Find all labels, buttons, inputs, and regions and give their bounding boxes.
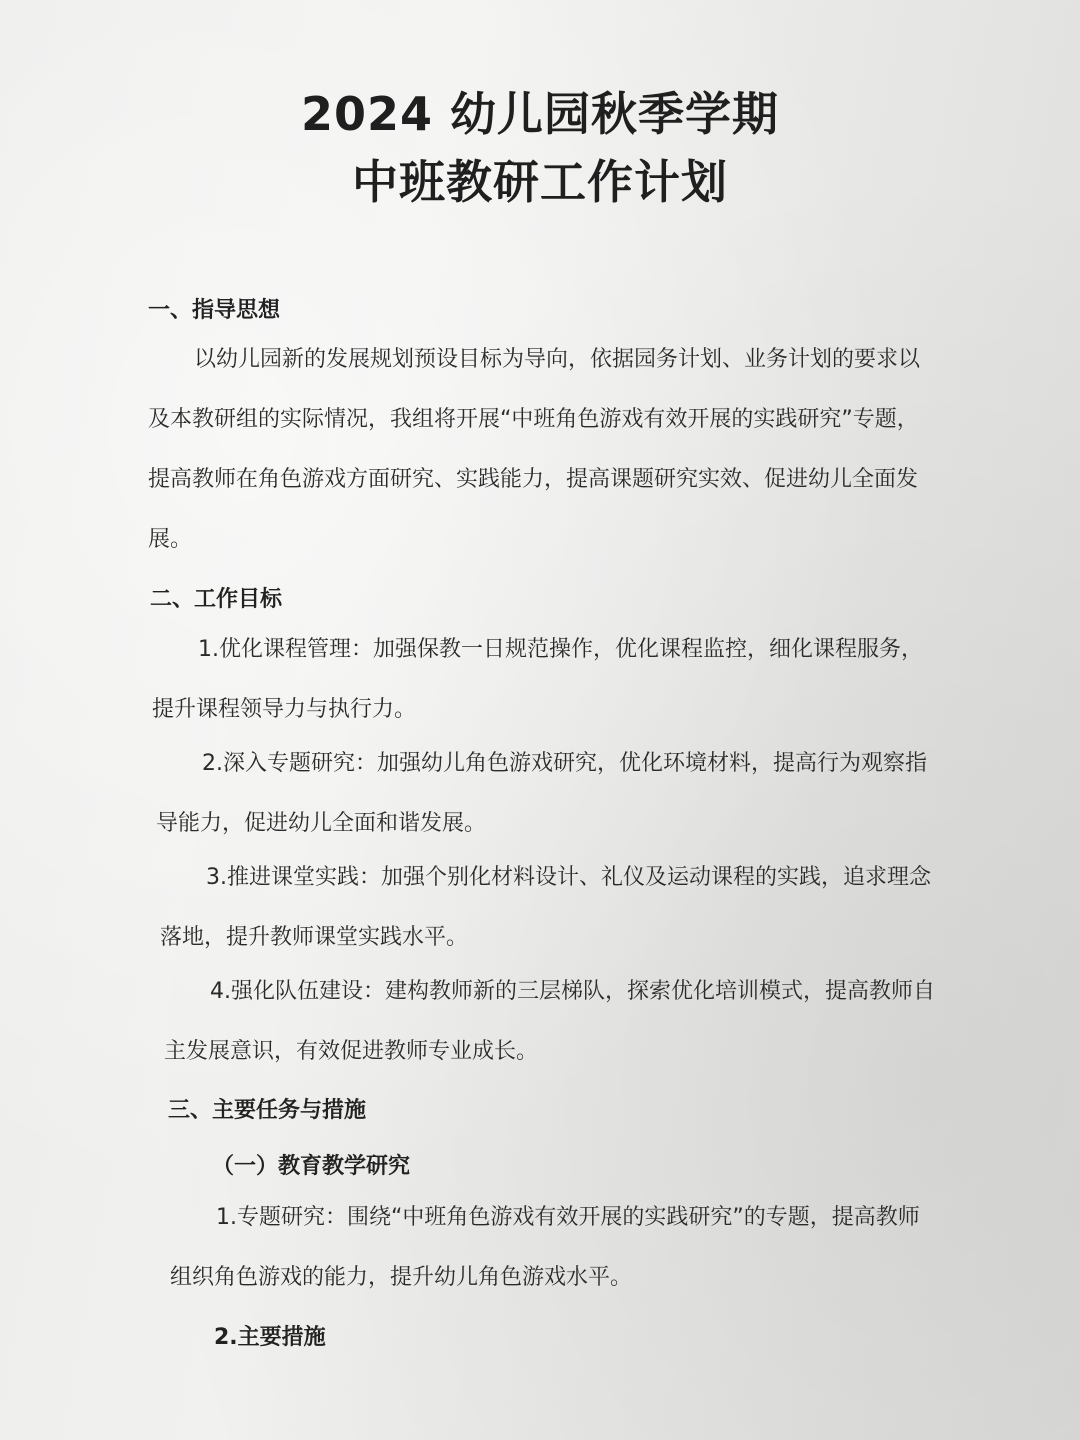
document-title-line-1: 2024 幼儿园秋季学期: [300, 87, 780, 141]
paragraph-line: 4.强化队伍建设：建构教师新的三层梯队，探索优化培训模式，提高教师自: [210, 979, 935, 1004]
paragraph-line: 1.优化课程管理：加强保教一日规范操作，优化课程监控，细化课程服务，: [198, 637, 923, 662]
goal-item-2: [156, 734, 927, 854]
task-item-2-heading: 2.主要措施: [214, 1325, 326, 1350]
paragraph-line: 展。: [148, 527, 193, 552]
task-item-1: [170, 1188, 920, 1308]
paragraph-line: 提升课程领导力与执行力。: [152, 697, 417, 722]
goal-item-4: [164, 962, 935, 1082]
paragraph-line: 3.推进课堂实践：加强个别化材料设计、礼仪及运动课程的实践，追求理念: [206, 865, 931, 890]
paragraph-line: 及本教研组的实际情况，我组将开展“中班角色游戏有效开展的实践研究”专题，: [148, 407, 919, 432]
paragraph-guiding-ideology: [148, 330, 920, 570]
subsection-heading-teaching-research: （一）教育教学研究: [212, 1154, 411, 1179]
document-title-line-2: 中班教研工作计划: [352, 155, 728, 209]
paragraph-line: 提高教师在角色游戏方面研究、实践能力，提高课题研究实效、促进幼儿全面发: [148, 467, 919, 492]
goal-item-1: [152, 620, 923, 740]
section-heading-main-tasks: 三、主要任务与措施: [168, 1098, 367, 1123]
paragraph-line: 2.深入专题研究：加强幼儿角色游戏研究，优化环境材料，提高行为观察指: [202, 751, 927, 776]
section-heading-work-goals: 二、工作目标: [150, 587, 283, 612]
goal-item-3: [160, 848, 931, 968]
paragraph-line: 导能力，促进幼儿全面和谐发展。: [156, 811, 487, 836]
section-heading-guiding-ideology: 一、指导思想: [148, 298, 281, 323]
paragraph-line: 落地，提升教师课堂实践水平。: [160, 925, 469, 950]
paragraph-line: 组织角色游戏的能力，提升幼儿角色游戏水平。: [170, 1265, 633, 1290]
paragraph-line: 1.专题研究：围绕“中班角色游戏有效开展的实践研究”的专题，提高教师: [216, 1205, 920, 1230]
paragraph-line: 以幼儿园新的发展规划预设目标为导向，依据园务计划、业务计划的要求以: [194, 347, 921, 372]
paragraph-line: 主发展意识，有效促进教师专业成长。: [164, 1039, 539, 1064]
